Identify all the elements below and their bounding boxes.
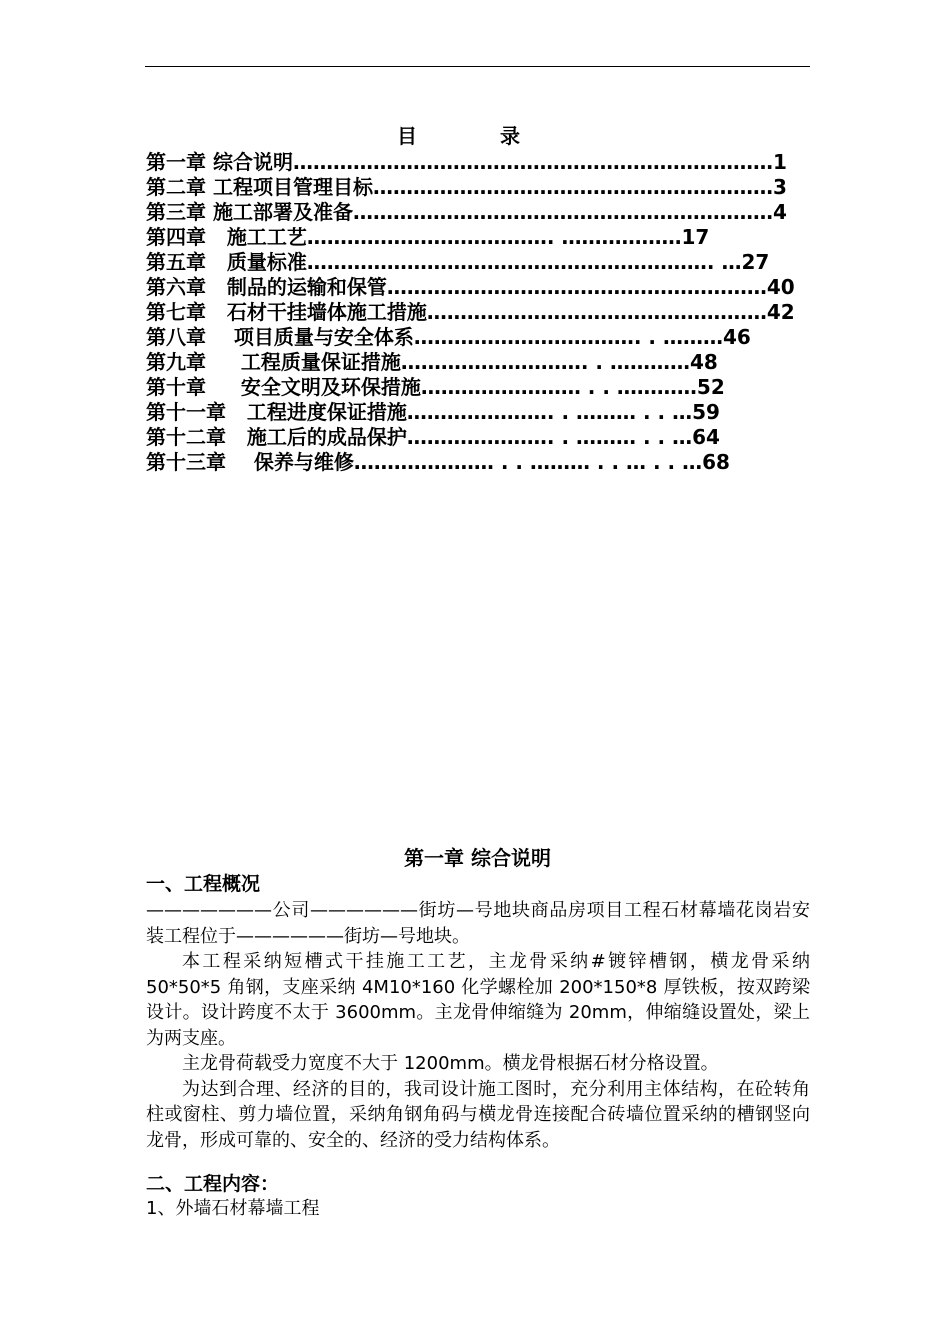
- paragraph: 本工程采纳短槽式干挂施工工艺，主龙骨采纳#镀锌槽钢，横龙骨采纳 50*50*5 角钢，支座采纳 4M10*160 化学螺栓加 200*150*8 厚铁板，按双跨梁设计。设计跨度不太于 3600mm。主龙骨伸缩缝为 20mm，伸缩缝设置处，梁上为两支座。: [146, 951, 810, 1049]
- toc-entry[interactable]: 第三章 施工部署及准备………………………………………………………4: [146, 200, 787, 224]
- toc-entry[interactable]: 第四章 施工工艺………………………………. ………………17: [146, 225, 710, 249]
- paragraph: ———————公司——————街坊—号地块商品房项目工程石材幕墙花岗岩安装工程位于——————街坊—号地块。: [146, 900, 810, 947]
- toc-entry[interactable]: 第十章 安全文明及环保措施…………………… . . …………52: [146, 375, 725, 399]
- toc-entry[interactable]: 第十一章 工程进度保证措施…………………. . ……… . . …59: [146, 400, 720, 424]
- toc-title: 目 录: [397, 124, 558, 148]
- section-heading-overview: 一、工程概况: [146, 873, 261, 895]
- toc-entry[interactable]: 第一章 综合说明………………………………………………………………1: [146, 150, 787, 174]
- paragraph: 为达到合理、经济的目的，我司设计施工图时，充分利用主体结构，在砼转角柱或窗柱、剪力墙位置，采纳角钢角码与横龙骨连接配合砖墙位置采纳的槽钢竖向龙骨，形成可靠的、安全的、经济的受力结构体系。: [146, 1078, 810, 1151]
- toc-entry[interactable]: 第八章 项目质量与安全体系……………………………. . ………46: [146, 325, 751, 349]
- toc-entry[interactable]: 第五章 质量标准……………………………………………………. …27: [146, 250, 770, 274]
- toc-entry[interactable]: 第十三章 保养与维修………………… . . ……… . . … . . …68: [146, 450, 730, 474]
- paragraph: 主龙骨荷载受力宽度不大于 1200mm。横龙骨根据石材分格设置。: [182, 1053, 719, 1074]
- header-rule: [145, 66, 810, 67]
- toc-entry[interactable]: 第六章 制品的运输和保管…………………………………………………40: [146, 275, 795, 299]
- toc-entry[interactable]: 第十二章 施工后的成品保护…………………. . ……… . . …64: [146, 425, 720, 449]
- content-item: 1、外墙石材幕墙工程: [146, 1198, 320, 1219]
- toc-entry[interactable]: 第二章 工程项目管理目标……………………………………………………3: [146, 175, 787, 199]
- toc-entry[interactable]: 第九章 工程质量保证措施………………………. . …………48: [146, 350, 718, 374]
- toc-entry[interactable]: 第七章 石材干挂墙体施工措施……………………………………………42: [146, 300, 795, 324]
- table-of-contents: [146, 150, 795, 475]
- overview-body: [146, 898, 810, 1153]
- section-heading-content: 二、工程内容：: [146, 1173, 280, 1195]
- chapter-title: 第一章 综合说明: [404, 846, 551, 870]
